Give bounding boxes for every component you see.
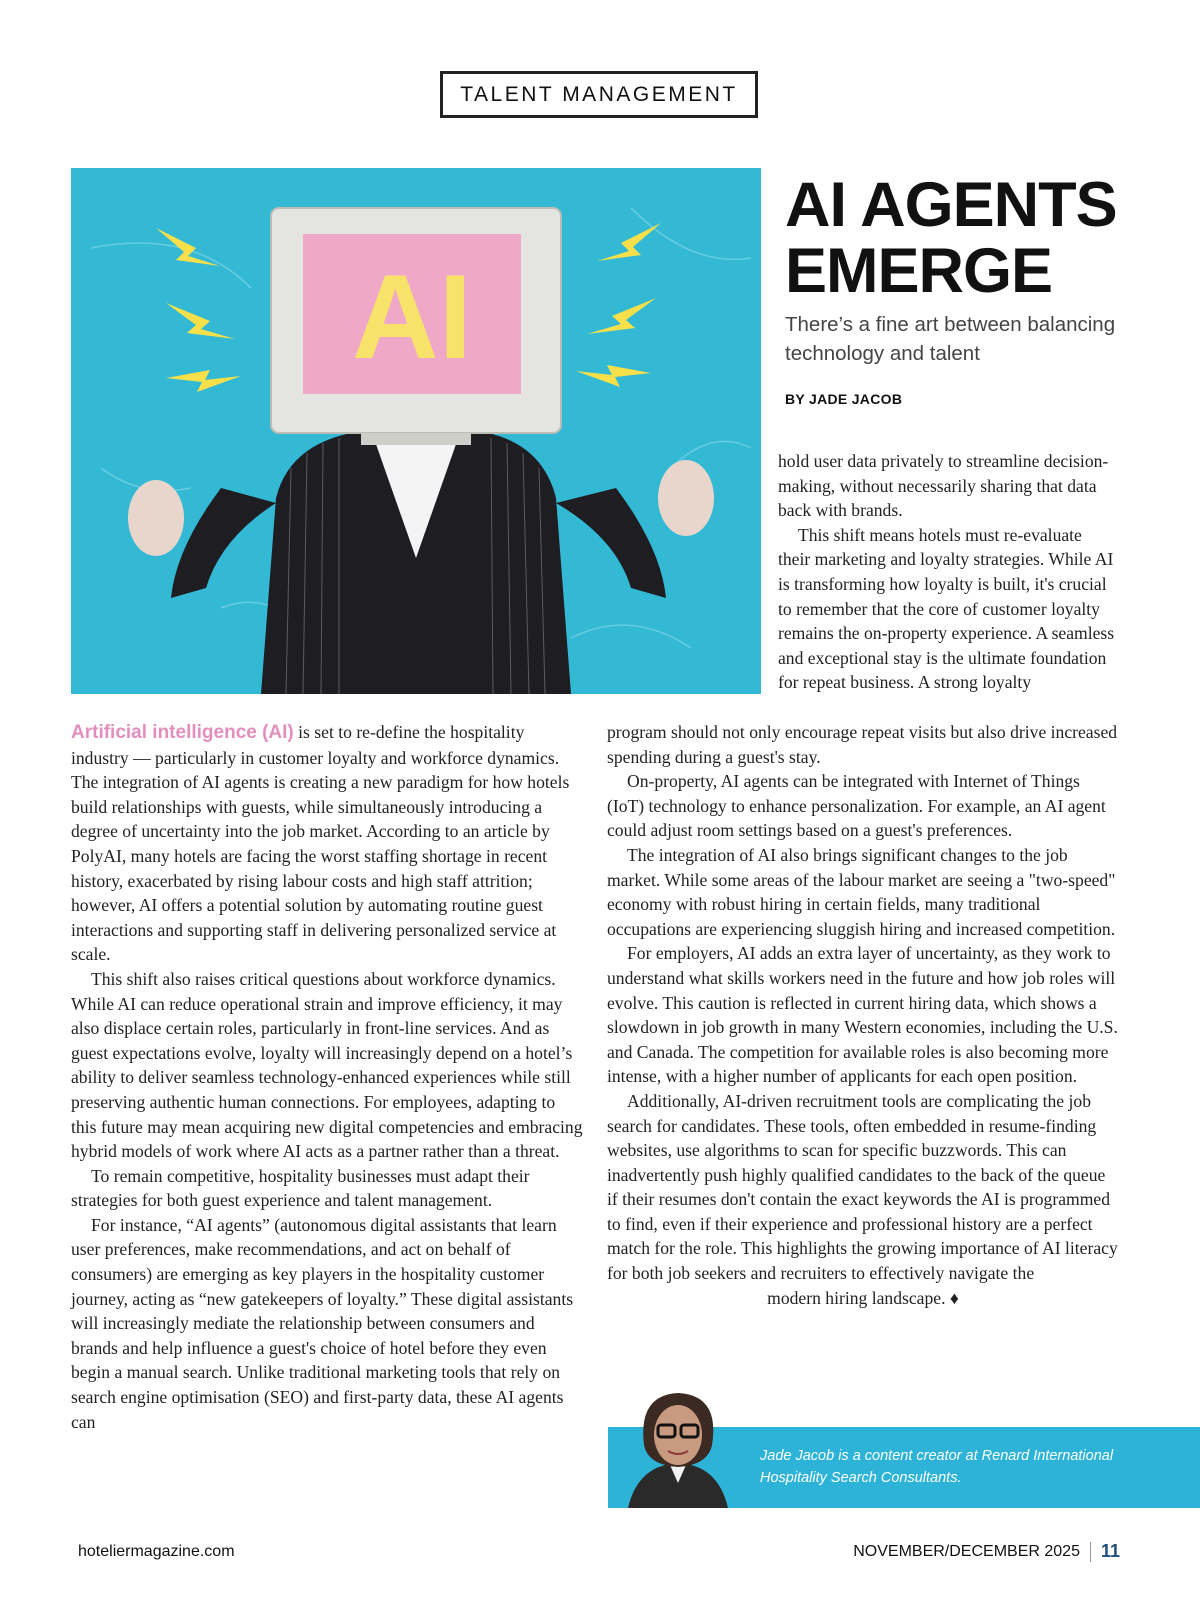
paragraph: To remain competitive, hospitality businesses must adapt their strategies for both guest experience and talent management. <box>71 1165 530 1211</box>
author-bio: Jade Jacob is a content creator at Renard International Hospitality Search Consultants. <box>760 1448 1114 1486</box>
tv-head-businessman-image <box>71 168 761 694</box>
paragraph: Additionally, AI-driven recruitment tools are complicating the job search for candidates. These tools, often embedded in resume-finding websites, use algorithms to scan for specific buzzwords. This can inadvertently push highly qualified candidates to the back of the queue if their resumes don't contain the exact keywords the AI is programmed to find, even if their experience and professional history are a perfect match for the role. This highlights the growing importance of AI literacy for both job seekers and recruiters to effectively navigate the <box>607 1090 1118 1284</box>
issue-date: NOVEMBER/DECEMBER 2025 <box>853 1542 1080 1560</box>
paragraph-text: is set to re-define the hospitality industry — particularly in customer loyalty and workforce dynamics. The integration of AI agents is creating a new paradigm for how hotels build relationships with guests, while simultaneously introducing a degree of uncertainty into the job market. According to an article by PolyAI, many hotels are facing the worst staffing shortage in recent history, exacerbated by rising labour costs and high staff attrition; however, AI offers a potential solution by automating routine guest interactions and supporting staff in delivering personalized service at scale. <box>71 722 570 965</box>
screen-text: AI <box>352 250 472 384</box>
body-column-right <box>607 720 1119 1310</box>
paragraph: hold user data privately to streamline decision-making, without necessarily sharing that data back with brands. <box>778 451 1109 521</box>
paragraph <box>71 720 583 967</box>
paragraph: program should not only encourage repeat visits but also drive increased spending during a guest's stay. <box>607 722 1118 767</box>
body-column-right-top <box>778 449 1118 695</box>
divider <box>1090 1542 1091 1562</box>
lead-in: Artificial intelligence (AI) <box>71 722 294 743</box>
title-line-2: EMERGE <box>785 236 1053 306</box>
title-line-1: AI AGENTS <box>785 170 1117 240</box>
author-photo <box>608 1385 748 1508</box>
article-title <box>785 172 1185 304</box>
paragraph: The integration of AI also brings significant changes to the job market. While some areas of the labour market are seeing a "two-speed" economy with robust hiring in certain fields, many traditional occupations are experiencing sluggish hiring and increased competition. <box>607 844 1116 939</box>
paragraph: This shift means hotels must re-evaluate their marketing and loyalty strategies. While AI is transforming how loyalty is built, it's crucial to remember that the core of customer loyalty remains the on-property experience. A seamless and exceptional stay is the ultimate foundation for repeat business. A strong loyalty <box>778 524 1115 693</box>
byline: BY JADE JACOB <box>785 391 903 407</box>
paragraph: For instance, “AI agents” (autonomous digital assistants that learn user preferences, make recommendations, and act on behalf of consumers) are emerging as key players in the hospitality customer journey, acting as “new gatekeepers of loyalty.” These digital assistants will increasingly mediate the relationship between consumers and brands and help influence a guest's choice of hotel before they even begin a manual search. Unlike traditional marketing tools that rely on search engine optimisation (SEO) and first-party data, these AI agents can <box>71 1214 574 1432</box>
paragraph: For employers, AI adds an extra layer of uncertainty, as they work to understand what skills workers need in the future and how job roles will evolve. This caution is reflected in current hiring data, which shows a slowdown in job growth in many Western economies, including the U.S. and Canada. The competition for available roles is also becoming more intense, with a higher number of applicants for each open position. <box>607 943 1118 1087</box>
hero-illustration <box>71 168 761 694</box>
page-number: 11 <box>1100 1541 1120 1561</box>
paragraph: On-property, AI agents can be integrated with Internet of Things (IoT) technology to enhance personalization. For example, an AI agent could adjust room settings based on a guest's preferences. <box>607 771 1106 841</box>
section-label: TALENT MANAGEMENT <box>440 71 758 118</box>
article-subtitle: There’s a fine art between balancing technology and talent <box>785 313 1116 365</box>
footer-website: hoteliermagazine.com <box>78 1543 235 1560</box>
footer-issue <box>853 1541 1120 1562</box>
article-ending: modern hiring landscape. ♦ <box>767 1287 959 1308</box>
paragraph: This shift also raises critical questions about workforce dynamics. While AI can reduce operational strain and improve efficiency, it may also displace certain roles, particularly in front-line services. And as guest expectations evolve, loyalty will increasingly depend on a hotel’s ability to deliver seamless technology-enhanced experiences while still preserving authentic human connections. For employees, adapting to this future may mean acquiring new digital competencies and embracing hybrid models of work where AI acts as a partner rather than a threat. <box>71 968 583 1162</box>
body-column-left <box>71 720 583 1434</box>
